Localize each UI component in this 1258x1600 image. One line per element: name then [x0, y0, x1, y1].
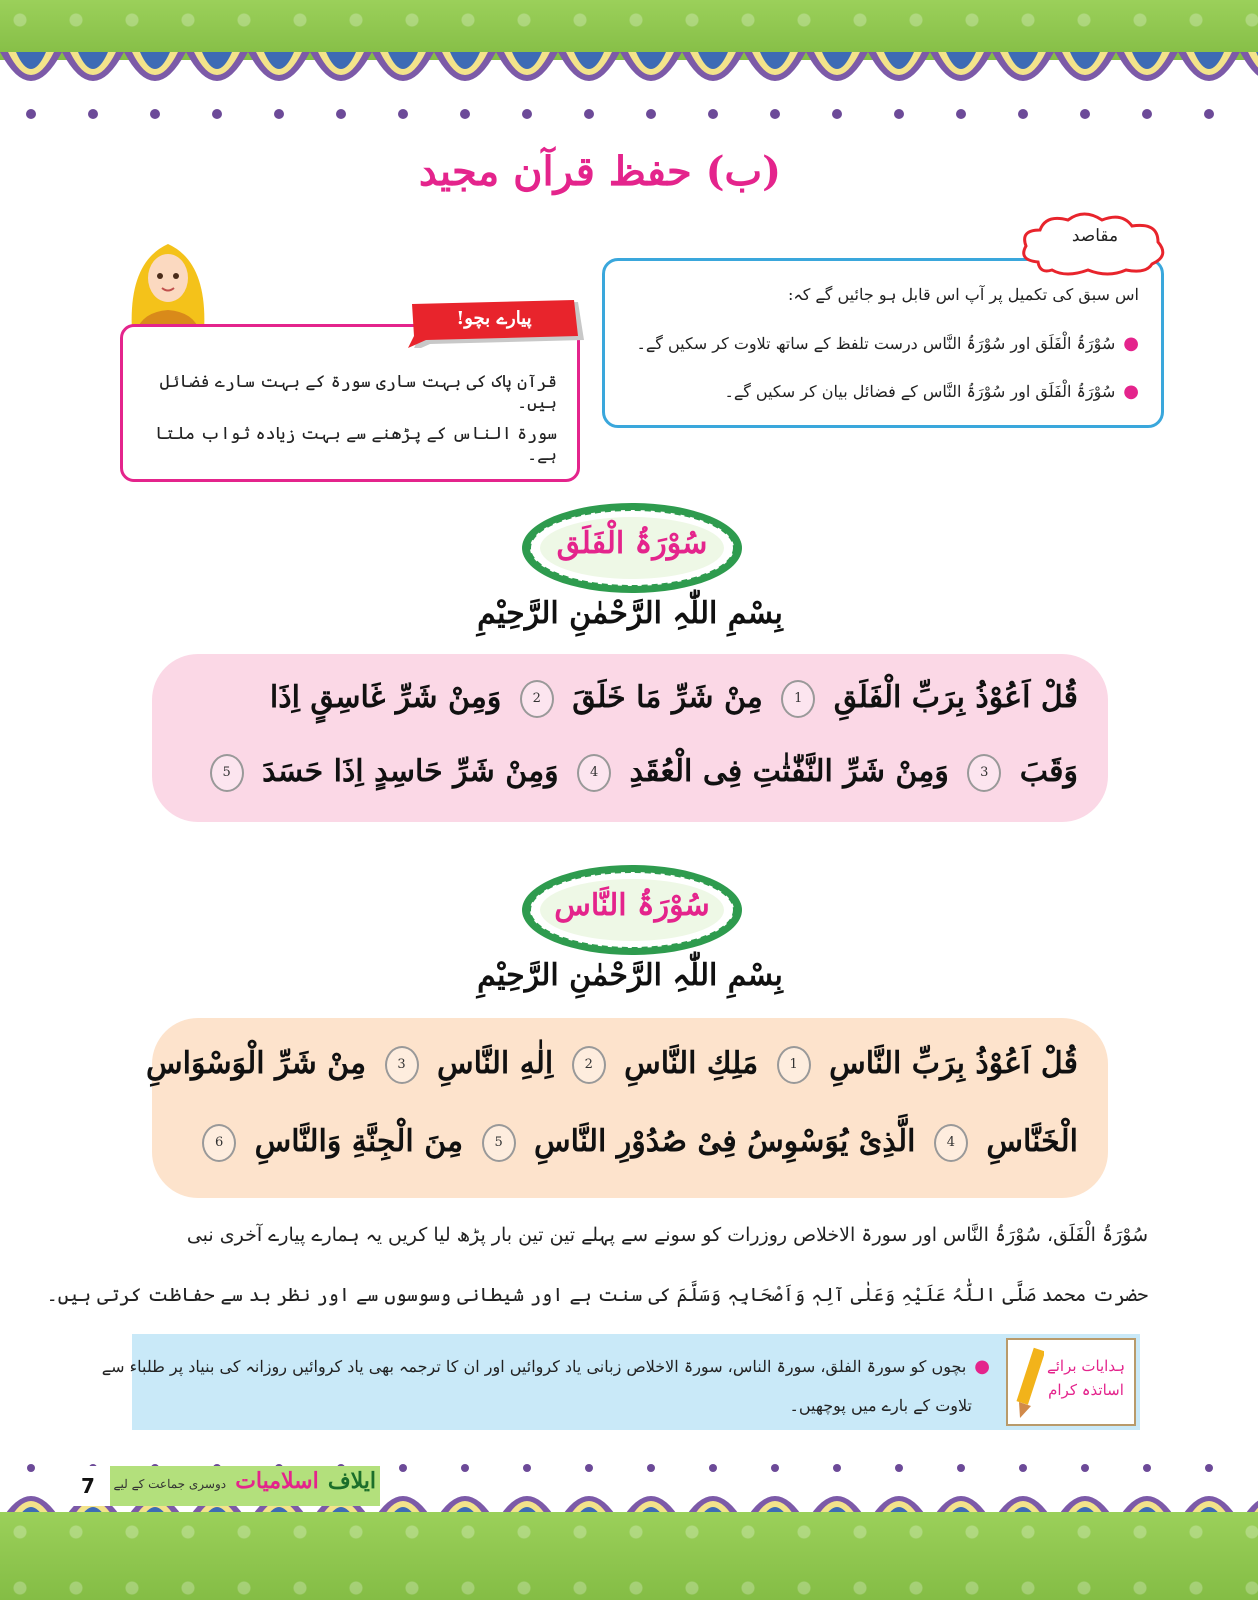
objectives-label: مقاصد — [1071, 226, 1119, 246]
nas-bismillah: بِسْمِ اللّٰہِ الرَّحْمٰنِ الرَّحِیْمِ — [477, 958, 783, 993]
verse-text: وَمِنْ شَرِّ النَّفّٰثٰتِ فِی الْعُقَدِ — [619, 754, 960, 789]
bullet-icon: ● — [974, 1356, 990, 1377]
ayah-number-marker: 3 — [967, 754, 1001, 792]
ayah-number-marker: 3 — [385, 1046, 419, 1084]
verse-text: مَلِكِ النَّاسِ — [613, 1046, 769, 1081]
bullet-icon: ● — [1123, 333, 1139, 354]
footer-brand-part: ایلاف — [327, 1468, 376, 1494]
nas-title: سُوْرَۃُ النَّاس — [554, 888, 710, 923]
falaq-title: سُوْرَۃُ الْفَلَق — [556, 526, 708, 561]
dear-children-label: پیارے بچو! — [456, 308, 532, 329]
teacher-instruction-line: تلاوت کے بارے میں پوچھیں۔ — [789, 1396, 972, 1415]
objective-text: سُوْرَۃُ الْفَلَق اور سُوْرَۃُ النَّاس کے فضائل بیان کر سکیں گے۔ — [724, 382, 1116, 401]
page-number: 7 — [66, 1466, 110, 1506]
verse-text: مِنْ شَرِّ الْوَسْوَاسِ — [146, 1046, 377, 1081]
falaq-bismillah: بِسْمِ اللّٰہِ الرَّحْمٰنِ الرَّحِیْمِ — [477, 596, 783, 631]
verse-text: مِنْ شَرِّ مَا خَلَقَ — [561, 680, 774, 715]
teacher-card-label — [1040, 1354, 1132, 1402]
teacher-instructions-box — [132, 1334, 1140, 1430]
bullet-icon: ● — [1123, 381, 1139, 402]
page-title: (ب) حفظ قرآن مجید — [418, 148, 782, 195]
kids-line: قرآن پاک کی بہت ساری سورۃ کے بہت سارے فضائل ہیں۔ — [159, 372, 557, 413]
ayah-number-marker: 1 — [781, 680, 815, 718]
verse-text: وَمِنْ شَرِّ غَاسِقٍ اِذَا — [269, 680, 512, 715]
girl-illustration — [122, 222, 214, 332]
kids-line: سورۃ الناس کے پڑھنے سے بہت زیادہ ثواب ملتا ہے۔ — [155, 424, 557, 465]
verse-text: وَقَبَ — [1009, 754, 1078, 789]
verse-line — [182, 680, 1078, 718]
ayah-number-marker: 2 — [572, 1046, 606, 1084]
verse-text: الْخَنَّاسِ — [975, 1124, 1078, 1159]
teacher-label-line: ہدایات برائے — [1046, 1357, 1126, 1375]
verse-text: الَّذِیْ یُوَسْوِسُ فِیْ صُدُوْرِ النَّاسِ — [523, 1124, 926, 1159]
verse-line — [146, 1046, 1078, 1084]
verse-line — [182, 1124, 1078, 1162]
ayah-number-marker: 5 — [210, 754, 244, 792]
teacher-label-line: اساتذہ کرام — [1048, 1381, 1124, 1399]
bottom-border-pattern — [0, 1512, 1258, 1600]
objective-item — [637, 333, 1140, 354]
teacher-instruction-text: بچوں کو سورۃ الفلق، سورۃ الناس، سورۃ الاخلاص زبانی یاد کروائیں اور ان کا ترجمہ بھی یاد کروائیں روزانہ کی بنیاد پر طلباء سے — [101, 1357, 967, 1376]
objectives-box — [602, 258, 1164, 428]
ayah-number-marker: 5 — [482, 1124, 516, 1162]
verse-text: قُلْ اَعُوْذُ بِرَبِّ النَّاسِ — [818, 1046, 1078, 1081]
verse-text: قُلْ اَعُوْذُ بِرَبِّ الْفَلَقِ — [823, 680, 1078, 715]
ayah-number-marker: 6 — [202, 1124, 236, 1162]
objective-text: سُوْرَۃُ الْفَلَق اور سُوْرَۃُ النَّاس درست تلفظ کے ساتھ تلاوت کر سکیں گے۔ — [636, 334, 1116, 353]
verse-text: وَمِنْ شَرِّ حَاسِدٍ اِذَا حَسَدَ — [251, 754, 570, 789]
objectives-intro: اس سبق کی تکمیل پر آپ اس قابل ہو جائیں گے کہ: — [787, 285, 1139, 304]
teacher-instruction-line — [102, 1356, 990, 1377]
verse-text: مِنَ الْجِنَّةِ وَالنَّاسِ — [244, 1124, 474, 1159]
top-border-pattern — [0, 0, 1258, 60]
footer-brand — [113, 1468, 376, 1494]
objective-item — [724, 381, 1139, 402]
footer-brand-part: دوسری جماعت کے لیے — [113, 1477, 227, 1491]
verse-text: اِلٰهِ النَّاسِ — [426, 1046, 564, 1081]
top-scallop-ornament — [0, 52, 1258, 132]
verse-line — [182, 754, 1078, 792]
ayah-number-marker: 4 — [577, 754, 611, 792]
ayah-number-marker: 1 — [777, 1046, 811, 1084]
footer-brand-part: اسلامیات — [235, 1468, 319, 1494]
ayah-number-marker: 2 — [520, 680, 554, 718]
falaq-verses-panel — [152, 654, 1108, 822]
ayah-number-marker: 4 — [934, 1124, 968, 1162]
nas-verses-panel — [146, 1018, 1108, 1198]
paragraph-line: حضرت محمد صَلَّی اللّٰہُ عَلَیْہِ وَعَلٰی آلِہٖ وَاَصْحَابِہٖ وَسَلَّمَ کی سنت ہے اور شیطانی وسوسوں سے اور نظر بد سے حفاظت کرتی ہیں۔ — [46, 1284, 1148, 1306]
paragraph-line: سُوْرَۃُ الْفَلَق، سُوْرَۃُ النَّاس اور سورۃ الاخلاص روزرات کو سونے سے پہلے تین تین بار پڑھ لیا کریں یہ ہمارے پیارے آخری نبی — [186, 1224, 1148, 1246]
